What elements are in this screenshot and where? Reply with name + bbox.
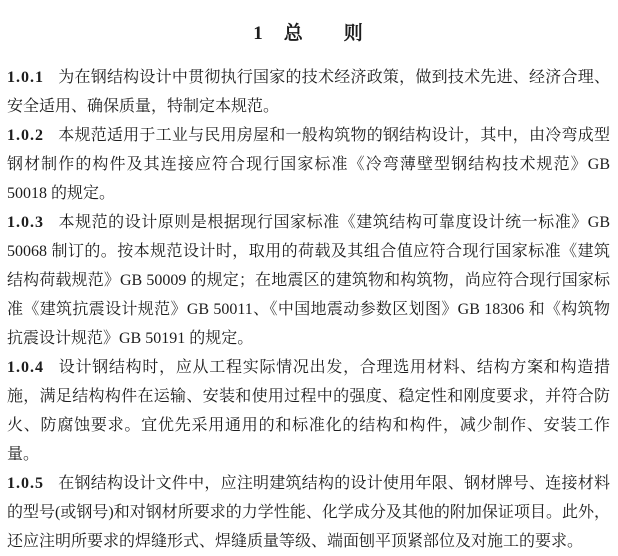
clause-1-0-1 (7, 63, 610, 121)
chapter-title: 1 总 则 (253, 23, 364, 44)
clause-number: 1.0.5 (7, 475, 44, 492)
clause-text: 本规范适用于工业与民用房屋和一般构筑物的钢结构设计，其中，由冷弯成型钢材制作的构件及其连接应符合现行国家标准《冷弯薄壁型钢结构技术规范》GB 50018 的规定。 (7, 127, 610, 202)
clause-text: 设计钢结构时，应从工程实际情况出发，合理选用材料、结构方案和构造措施，满足结构构件在运输、安装和使用过程中的强度、稳定性和刚度要求，并符合防火、防腐蚀要求。宜优先采用通用的和标准化的结构和构件，减少制作、安装工作量。 (7, 359, 610, 463)
clause-1-0-2 (7, 121, 610, 208)
clause-number: 1.0.4 (7, 359, 44, 376)
clause-text: 为在钢结构设计中贯彻执行国家的技术经济政策，做到技术先进、经济合理、安全适用、确保质量，特制定本规范。 (7, 69, 610, 115)
clause-number: 1.0.3 (7, 214, 44, 231)
clause-text: 在钢结构设计文件中，应注明建筑结构的设计使用年限、钢材牌号、连接材料的型号(或钢号)和对钢材所要求的力学性能、化学成分及其他的附加保证项目。此外，还应注明所要求的焊缝形式、焊缝质量等级、端面刨平顶紧部位及对施工的要求。 (7, 475, 610, 550)
clause-1-0-3 (7, 208, 610, 353)
clause-text: 本规范的设计原则是根据现行国家标准《建筑结构可靠度设计统一标准》GB 50068 制订的。按本规范设计时，取用的荷载及其组合值应符合现行国家标准《建筑结构荷载规范》GB 50009 的规定；在地震区的建筑物和构筑物，尚应符合现行国家标准《建筑抗震设计规范》GB 50011、《中国地震动参数区划图》GB 18306 和《构筑物抗震设计规范》GB 50191 的规定。 (7, 214, 610, 347)
clause-number: 1.0.2 (7, 127, 44, 144)
clause-1-0-4 (7, 353, 610, 469)
clause-1-0-5 (7, 469, 610, 556)
clause-number: 1.0.1 (7, 69, 44, 86)
